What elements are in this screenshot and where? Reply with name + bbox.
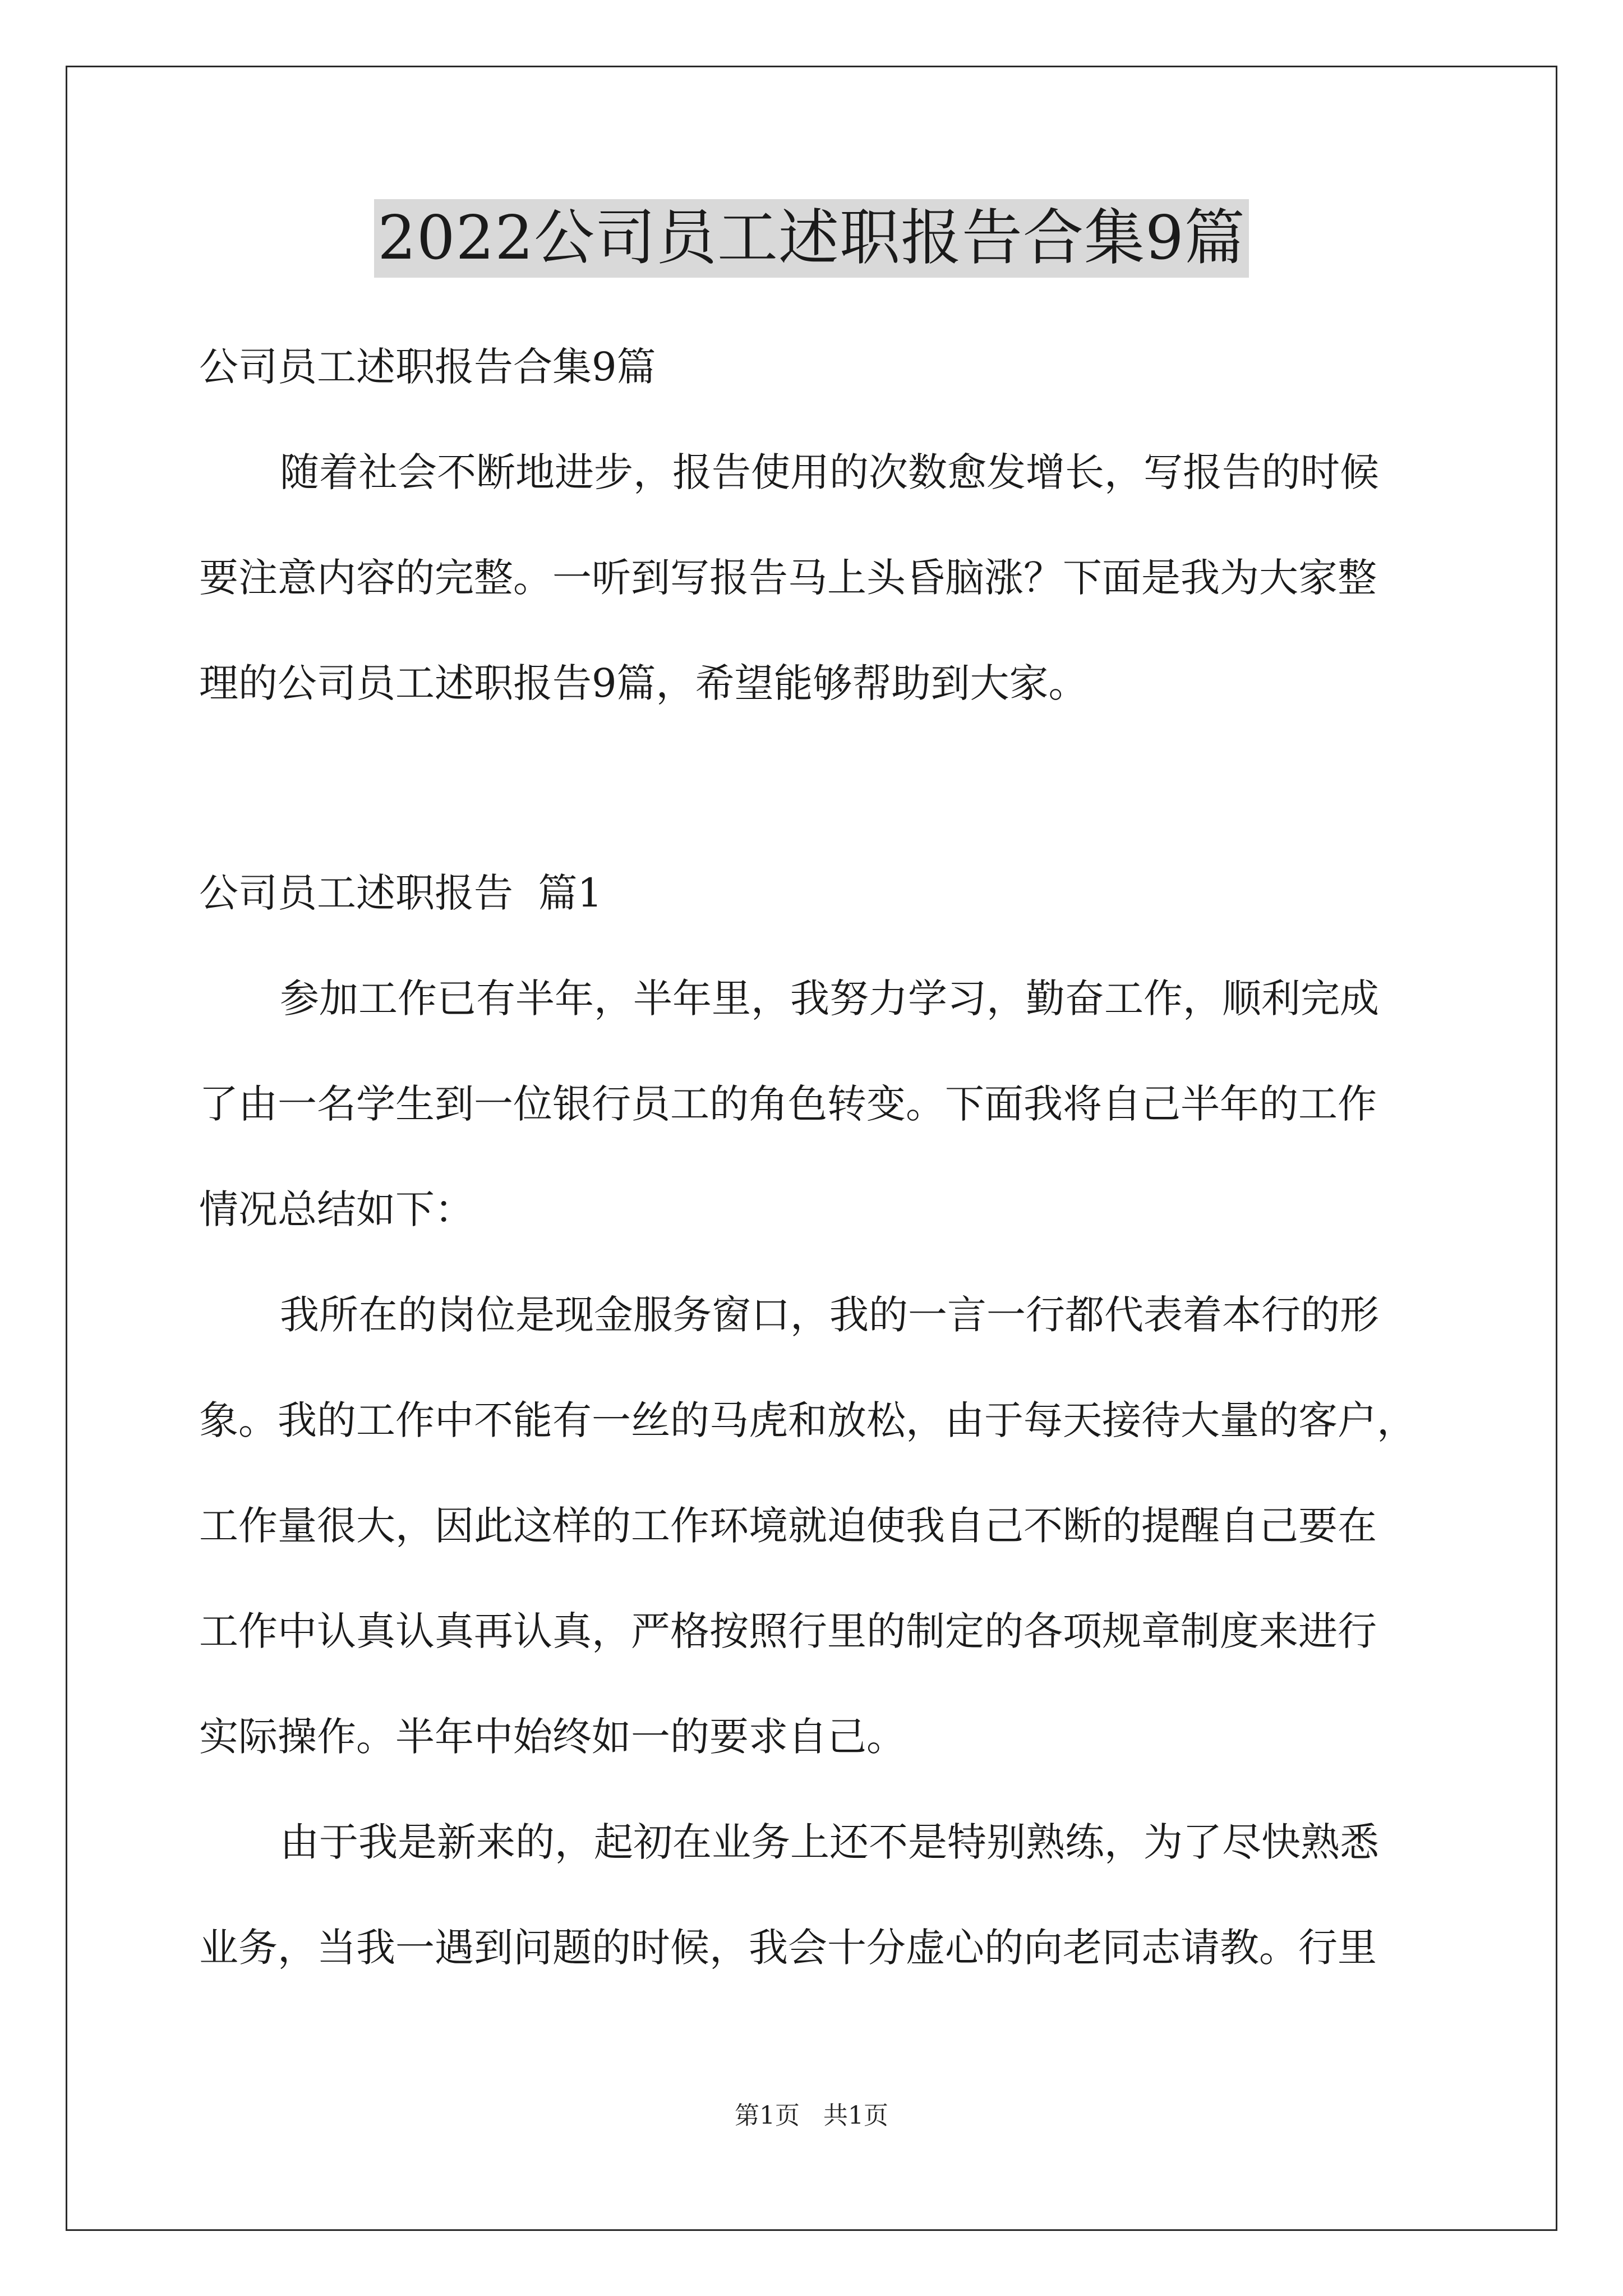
page-footer	[0, 2095, 1623, 2131]
document-body	[199, 314, 1433, 2000]
paragraph-line: 情况总结如下：	[199, 1186, 474, 1232]
paragraph-line: 由于我是新来的，起初在业务上还不是特别熟练，为了尽快熟悉	[280, 1819, 1379, 1865]
paragraph-line: 业务，当我一遇到问题的时候，我会十分虚心的向老同志请教。行里	[199, 1925, 1377, 1971]
page-number: 第1页 共1页	[735, 2101, 888, 2130]
intro-line: 随着社会不断地进步，报告使用的次数愈发增长，写报告的时候	[280, 449, 1379, 495]
intro-line: 要注意内容的完整。一听到写报告马上头昏脑涨？下面是我为大家整	[199, 555, 1377, 601]
paragraph-line: 工作中认真认真再认真，严格按照行里的制定的各项规章制度来进行	[199, 1608, 1377, 1654]
spacer	[199, 736, 1433, 840]
section-heading: 公司员工述职报告 篇1	[199, 870, 603, 916]
document-subtitle: 公司员工述职报告合集9篇	[199, 344, 656, 390]
paragraph-line: 了由一名学生到一位银行员工的角色转变。下面我将自己半年的工作	[199, 1081, 1377, 1127]
paragraph-line: 工作量很大，因此这样的工作环境就迫使我自己不断的提醒自己要在	[199, 1503, 1377, 1549]
document-title: 2022公司员工述职报告合集9篇	[374, 199, 1249, 278]
paragraph-line: 参加工作已有半年，半年里，我努力学习，勤奋工作，顺利完成	[280, 976, 1379, 1022]
paragraph-line: 我所在的岗位是现金服务窗口，我的一言一行都代表着本行的形	[280, 1292, 1379, 1338]
intro-line: 理的公司员工述职报告9篇，希望能够帮助到大家。	[199, 660, 1088, 706]
title-block	[0, 199, 1623, 278]
paragraph-line: 实际操作。半年中始终如一的要求自己。	[199, 1714, 906, 1760]
paragraph-line: 象。我的工作中不能有一丝的马虎和放松，由于每天接待大量的客户，	[199, 1397, 1416, 1443]
